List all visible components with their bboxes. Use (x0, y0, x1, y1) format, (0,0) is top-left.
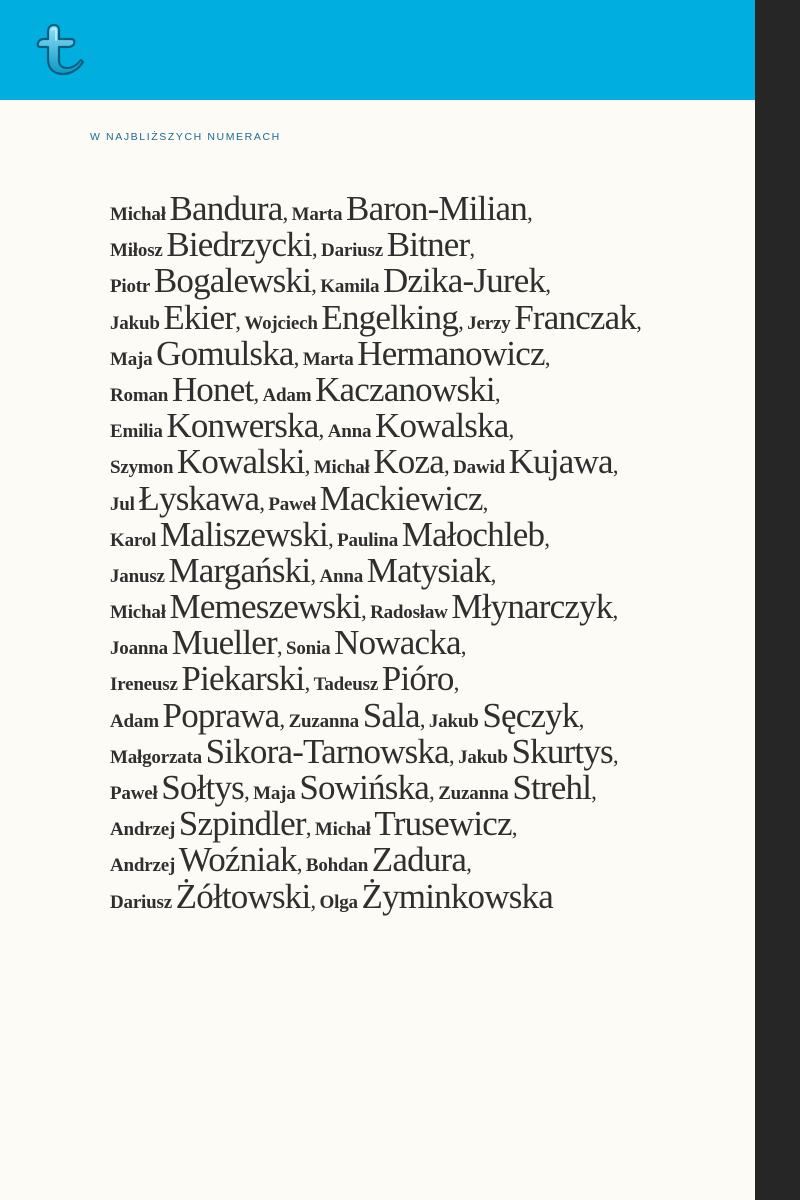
author-last-name: Kowalski (176, 442, 305, 482)
author-last-name: Skurtys (511, 731, 613, 771)
author-last-name: Biedrzycki (166, 225, 312, 265)
comma-separator: , (508, 417, 514, 443)
comma-separator: , (460, 634, 467, 660)
author-first-name: Sonia (286, 638, 331, 660)
stylized-t-logo-icon (32, 22, 86, 76)
book-spine (755, 0, 800, 1200)
comma-separator: , (545, 272, 551, 298)
author-first-name: Michał (110, 204, 166, 225)
author-line (110, 661, 750, 697)
author-line (110, 770, 750, 806)
comma-separator: , (360, 598, 367, 624)
author-first-name: Zuzanna (438, 783, 509, 804)
author-first-name: Andrzej (110, 819, 176, 841)
comma-separator: , (466, 851, 472, 877)
author-last-name: Dzika-Jurek (382, 261, 546, 301)
author-first-name: Dariusz (321, 240, 383, 262)
author-last-name: Koza (373, 442, 444, 482)
author-first-name: Adam (110, 710, 159, 732)
comma-separator: , (494, 380, 501, 406)
author-first-name: Olga (319, 891, 358, 913)
author-first-name: Paweł (110, 783, 158, 804)
author-last-name: Konwerska (166, 406, 319, 446)
author-first-name: Bohdan (305, 855, 369, 877)
comma-separator: , (612, 598, 618, 624)
author-last-name: Kujawa (508, 442, 613, 482)
author-first-name: Paweł (268, 493, 316, 515)
comma-separator: , (304, 670, 310, 696)
comma-separator: , (276, 634, 283, 660)
author-last-name: Hermanowicz (357, 333, 545, 373)
comma-separator: , (311, 272, 317, 298)
author-line (110, 695, 750, 735)
author-line (110, 408, 750, 444)
author-last-name: Nowacka (334, 623, 461, 663)
author-last-name: Franczak (514, 297, 637, 337)
comma-separator: , (469, 236, 475, 262)
author-line (110, 731, 750, 771)
author-last-name: Matysiak (366, 550, 491, 590)
author-line (110, 333, 750, 373)
author-last-name: Poprawa (162, 695, 280, 735)
comma-separator: , (544, 525, 550, 551)
author-last-name: Sala (362, 695, 420, 735)
comma-separator: , (305, 815, 312, 841)
author-last-name: Trusewicz (374, 804, 512, 844)
author-line (110, 444, 750, 480)
comma-separator: , (482, 489, 489, 515)
author-first-name: Adam (262, 384, 312, 406)
author-last-name: Honet (171, 369, 254, 409)
author-first-name: Andrzej (110, 855, 176, 877)
author-last-name: Sowińska (299, 768, 430, 807)
author-line (110, 227, 750, 263)
comma-separator: , (612, 742, 619, 768)
author-last-name: Memeszewski (169, 587, 361, 627)
comma-separator: , (419, 706, 426, 732)
author-last-name: Bitner (386, 225, 470, 265)
author-last-name: Mueller (171, 623, 277, 663)
comma-separator: , (544, 344, 551, 370)
author-last-name: Kaczanowski (315, 369, 495, 409)
author-last-name: Pióro (381, 659, 454, 699)
author-first-name: Anna (327, 421, 372, 443)
author-last-name: Woźniak (178, 840, 297, 880)
author-first-name: Marta (291, 204, 343, 225)
comma-separator: , (311, 236, 318, 262)
author-first-name: Małgorzata (110, 746, 202, 768)
header-band (0, 0, 755, 100)
author-list (110, 191, 750, 915)
author-first-name: Ireneusz (110, 674, 178, 696)
author-line (110, 589, 750, 625)
comma-separator: , (296, 851, 303, 877)
author-line (110, 806, 750, 842)
comma-separator: , (490, 561, 497, 587)
author-last-name: Gomulska (156, 333, 294, 373)
author-last-name: Żyminkowska (361, 876, 553, 916)
author-first-name: Janusz (110, 565, 165, 587)
author-first-name: Dawid (453, 457, 505, 479)
author-first-name: Szymon (110, 457, 174, 479)
author-first-name: Maja (110, 348, 153, 370)
author-first-name: Michał (313, 457, 370, 479)
author-last-name: Bandura (169, 189, 283, 228)
comma-separator: , (279, 706, 285, 732)
comma-separator: , (443, 453, 450, 479)
section-label: W NAJBLIŻSZYCH NUMERACH (90, 131, 281, 143)
author-first-name: Paulina (337, 529, 399, 551)
author-first-name: Dariusz (110, 891, 172, 913)
comma-separator: , (293, 344, 300, 370)
author-first-name: Anna (319, 565, 364, 587)
comma-separator: , (448, 742, 455, 768)
author-last-name: Engelking (321, 297, 459, 337)
author-first-name: Piotr (110, 276, 151, 298)
author-last-name: Mackiewicz (319, 478, 483, 518)
author-last-name: Żółtowski (175, 876, 311, 916)
author-last-name: Sikora-Tarnowska (205, 731, 449, 771)
author-line (110, 191, 750, 227)
comma-separator: , (318, 417, 324, 443)
comma-separator: , (327, 525, 334, 551)
author-line (110, 625, 750, 661)
author-first-name: Roman (110, 384, 169, 406)
comma-separator: , (591, 779, 597, 804)
author-first-name: Karol (110, 529, 157, 551)
comma-separator: , (282, 200, 288, 225)
author-first-name: Jul (110, 493, 135, 515)
author-line (110, 369, 750, 409)
comma-separator: , (511, 815, 518, 841)
comma-separator: , (310, 561, 316, 587)
author-line (110, 876, 750, 916)
author-last-name: Zadura (371, 840, 467, 880)
author-line (110, 514, 750, 554)
author-line (110, 263, 750, 299)
author-line (110, 297, 750, 337)
author-last-name: Ekier (163, 297, 236, 337)
comma-separator: , (636, 308, 642, 334)
comma-separator: , (453, 670, 460, 696)
author-first-name: Radosław (370, 602, 448, 624)
author-first-name: Jerzy (467, 312, 511, 334)
author-first-name: Kamila (320, 276, 380, 298)
author-first-name: Jakub (110, 312, 160, 334)
author-first-name: Miłosz (110, 240, 163, 262)
author-last-name: Sęczyk (482, 695, 579, 735)
author-first-name: Maja (253, 783, 296, 804)
author-last-name: Piekarski (181, 659, 305, 699)
comma-separator: , (526, 200, 533, 225)
author-first-name: Jakub (458, 746, 508, 768)
author-last-name: Szpindler (178, 804, 306, 844)
author-last-name: Sołtys (161, 768, 244, 807)
author-last-name: Łyskawa (138, 478, 260, 518)
author-line (110, 478, 750, 518)
author-line (110, 550, 750, 590)
comma-separator: , (429, 779, 435, 804)
comma-separator: , (310, 887, 316, 913)
author-last-name: Baron-Milian (346, 189, 527, 228)
author-first-name: Tadeusz (313, 674, 379, 696)
comma-separator: , (243, 779, 250, 804)
comma-separator: , (612, 453, 619, 479)
comma-separator: , (235, 308, 241, 334)
author-last-name: Bogalewski (153, 261, 312, 301)
author-first-name: Jakub (428, 710, 479, 732)
author-last-name: Strehl (512, 768, 592, 807)
comma-separator: , (253, 380, 259, 406)
comma-separator: , (304, 453, 311, 479)
author-last-name: Kowalska (374, 406, 509, 446)
author-first-name: Marta (302, 348, 354, 370)
author-first-name: Michał (314, 819, 371, 841)
comma-separator: , (578, 706, 585, 732)
author-first-name: Wojciech (244, 312, 318, 334)
comma-separator: , (259, 489, 265, 515)
comma-separator: , (458, 308, 464, 334)
author-last-name: Margański (168, 550, 311, 590)
author-first-name: Zuzanna (288, 710, 359, 732)
author-last-name: Małochleb (401, 514, 545, 554)
author-line (110, 842, 750, 878)
author-first-name: Emilia (110, 421, 163, 443)
author-last-name: Młynarczyk (451, 587, 613, 627)
author-last-name: Maliszewski (159, 514, 328, 554)
author-first-name: Michał (110, 602, 166, 624)
author-first-name: Joanna (110, 638, 168, 660)
